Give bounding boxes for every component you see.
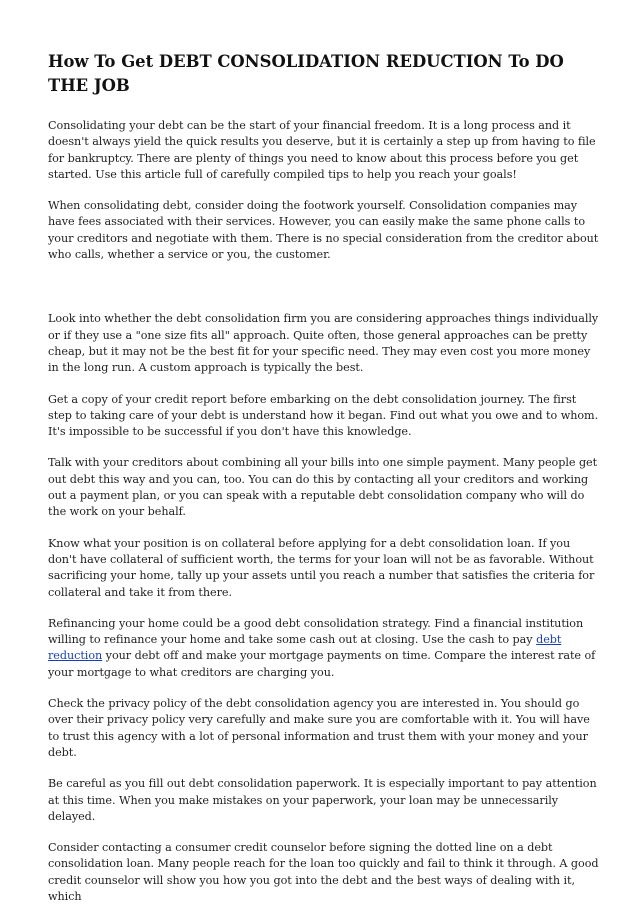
paragraph-approach: Look into whether the debt consolidation firm you are considering approaches things individually or if they use a "one size fits all" approach. Quite often, those general approaches can be pretty cheap, but it may not be the best fit for your specific need. They may even cost you more money in the long run. A custom approach is typically the best.	[48, 312, 599, 375]
paragraph-refinance	[48, 616, 600, 681]
document-page	[48, 50, 600, 920]
refinance-text-before: Refinancing your home could be a good debt consolidation strategy. Find a financial institution willing to refinance your home and take some cash out at closing. Use the cash to pay	[48, 616, 584, 647]
blank-space	[48, 278, 600, 311]
paragraph-counselor: Consider contacting a consumer credit counselor before signing the dotted line on a debt consolidation loan. Many people reach for the loan too quickly and fail to think it through. A good credit counselor will show you how you got into the debt and the best ways of dealing with it, which	[48, 841, 599, 903]
paragraph-intro: Consolidating your debt can be the start of your financial freedom. It is a long process and it doesn't always yield the quick results you deserve, but it is certainly a step up from having to file for bankruptcy. There are plenty of things you need to know about this process before you get started. Use this article full of carefully compiled tips to help you reach your goals!	[48, 119, 596, 181]
refinance-text-after: your debt off and make your mortgage payments on time. Compare the interest rate of your mortgage to what creditors are charging you.	[48, 649, 596, 679]
debt-reduction-link[interactable]: debt reduction	[48, 633, 562, 663]
paragraph-collateral: Know what your position is on collateral before applying for a debt consolidation loan. If you don't have collateral of sufficient worth, the terms for your loan will not be as favorable. Without sacrificing your home, tally up your assets until you reach a number that satisfies the criteria for collateral and take it from there.	[48, 536, 595, 599]
paragraph-paperwork: Be careful as you fill out debt consolidation paperwork. It is especially important to pay attention at this time. When you make mistakes on your paperwork, your loan may be unnecessarily delayed.	[48, 777, 597, 823]
paragraph-footwork: When consolidating debt, consider doing the footwork yourself. Consolidation companies may have fees associated with their services. However, you can easily make the same phone calls to your creditors and negotiate with them. There is no special consideration from the creditor about who calls, whether a service or you, the customer.	[48, 199, 599, 262]
paragraph-credit-report: Get a copy of your credit report before embarking on the debt consolidation journey. The first step to taking care of your debt is understand how it began. Find out what you owe and to whom. It's impossible to be successful if you don't have this knowledge.	[48, 392, 599, 439]
paragraph-creditors: Talk with your creditors about combining all your bills into one simple payment. Many people get out debt this way and you can, too. You can do this by contacting all your creditors and working out a payment plan, or you can speak with a reputable debt consolidation company who will do the work on your behalf.	[48, 456, 598, 519]
paragraph-privacy: Check the privacy policy of the debt consolidation agency you are interested in. You should go over their privacy policy very carefully and make sure you are comfortable with it. You will have to trust this agency with a lot of personal information and trust them with your money and your debt.	[48, 697, 590, 759]
document-title: How To Get DEBT CONSOLIDATION REDUCTION To DO THE JOB	[48, 52, 564, 95]
